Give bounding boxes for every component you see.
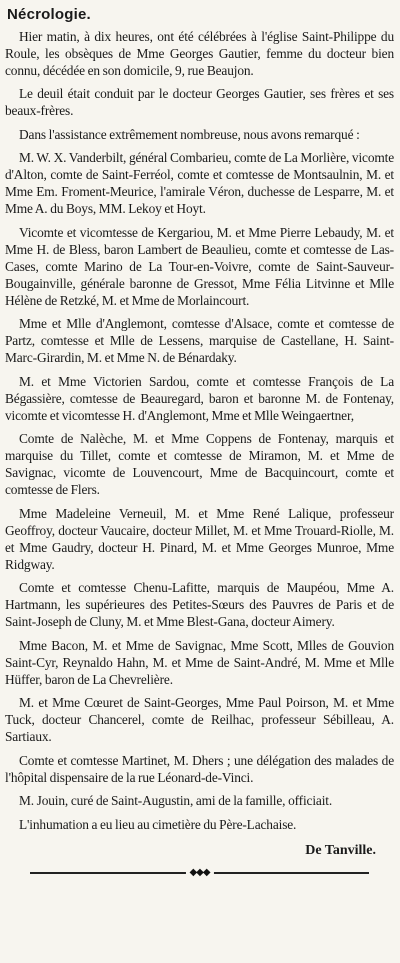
paragraph-attendees-9: M. et Mme Cœuret de Saint-Georges, Mme Paul Poirson, M. et Mme Tuck, docteur Chancerel, comte de Reilhac, professeur Sébilleau, A. Sartiaux.: [5, 695, 394, 744]
paragraph-officiant: M. Jouin, curé de Saint-Augustin, ami de la famille, officiait.: [19, 793, 333, 808]
paragraph-attendees-2: Vicomte et vicomtesse de Kergariou, M. et Mme Pierre Lebaudy, M. et Mme H. de Bless, baron Lambert de Beaulieu, comte et comtesse de Las-Cases, comte Marino de La Tour-en-Voivre, comte de Saint-Sauveur-Bougainville, générale baronne de Gressot, Mme Félia Litvinne et Mlle Hélène de Retzké, M. et Mme de Morlaincourt.: [5, 224, 394, 308]
paragraph-burial: L'inhumation a eu lieu au cimetière du Père-Lachaise.: [19, 816, 297, 832]
paragraph-ceremony: Hier matin, à dix heures, ont été célébrées à l'église Saint-Philippe du Roule, les obsèques de Mme Georges Gautier, femme du docteur bien connu, décédée en son domicile, 9, rue Beaujon.: [5, 29, 394, 78]
paragraph-attendees-5: Comte de Nalèche, M. et Mme Coppens de Fontenay, marquis et marquise du Tillet, comte et comtesse de Miramon, M. et Mme de Savignac, vicomte de Louvencourt, Mme de Bacquincourt, comte et comtesse de Flers.: [5, 431, 394, 497]
paragraph-attendees-1: M. W. X. Vanderbilt, général Combarieu, comte de La Morlière, vicomte d'Alton, comte de Saint-Ferréol, comte et comtesse de Montsaulnin, M. et Mme Em. Froment-Meurice, l'amirale Véron, duchesse de Lesparre, M. et Mme A. du Boys, MM. Lekoy et Hoyt.: [5, 150, 394, 216]
separator-ornament-icon: ◆◆◆: [185, 867, 213, 879]
paragraph-mourning: Le deuil était conduit par le docteur Georges Gautier, ses frères et ses beaux-frères.: [5, 86, 394, 118]
article-heading: Nécrologie.: [7, 6, 91, 23]
paragraph-delegation: Comte et comtesse Martinet, M. Dhers ; une délégation des malades de l'hôpital dispensaire de la rue Léonard-de-Vinci.: [5, 752, 394, 785]
paragraph-attendees-8: Mme Bacon, M. et Mme de Savignac, Mme Scott, Mlles de Gouvion Saint-Cyr, Reynaldo Hahn, M. et Mme de Saint-André, M. Mme et Mlle Hüffer, baron de La Chevrelière.: [5, 637, 394, 687]
author-signature: De Tanville.: [305, 842, 376, 858]
paragraph-attendees-4: M. et Mme Victorien Sardou, comte et comtesse François de La Bégassière, comtesse de Beauregard, baron et baronne M. de Fontenay, vicomte et vicomtesse H. d'Anglemont, Mme et Mlle Weingaertner,: [5, 373, 394, 423]
paragraph-attendees-7: Comte et comtesse Chenu-Lafitte, marquis de Maupéou, Mme A. Hartmann, les supérieures des Petites-Sœurs des Pauvres de Paris et de Saint-Joseph de Cluny, M. et Mme Blest-Gana, docteur Aimery.: [5, 580, 394, 629]
paragraph-attendance-intro: Dans l'assistance extrêmement nombreuse, nous avons remarqué :: [19, 126, 360, 142]
ornamental-separator: [30, 867, 369, 879]
paragraph-attendees-6: Mme Madeleine Verneuil, M. et Mme René Lalique, professeur Geoffroy, docteur Vaucaire, docteur Millet, M. et Mme Trouard-Riolle, M. et Mme Gaudry, docteur H. Pinard, M. et Mme Georges Munroe, Mme Ridgway.: [5, 505, 394, 572]
paragraph-attendees-3: Mme et Mlle d'Anglemont, comtesse d'Alsace, comte et comtesse de Partz, comtesse et Mlle de Lessens, marquise de Castellane, H. Saint-Marc-Girardin, M. et Mme N. de Bénardaky.: [5, 316, 394, 365]
